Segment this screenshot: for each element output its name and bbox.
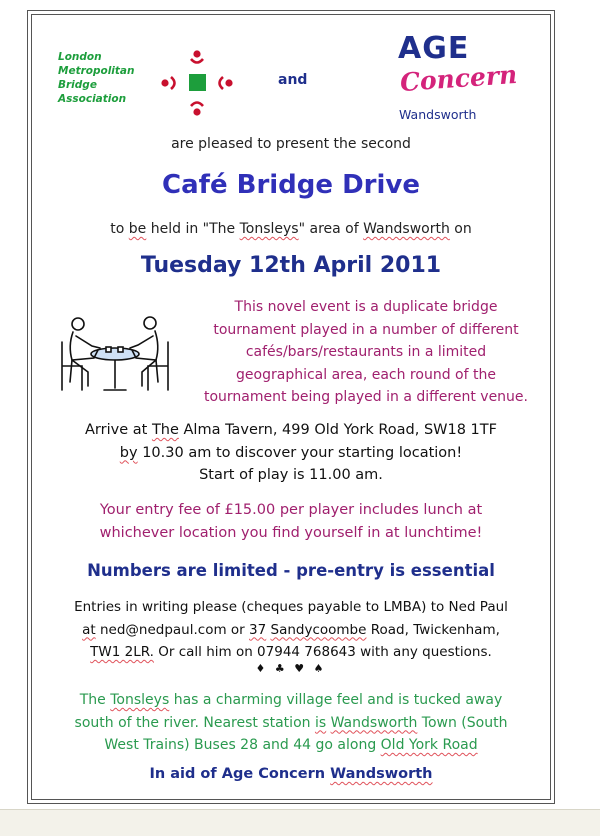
word: Town (South	[421, 714, 508, 731]
age-concern-logo-concern: Concern	[399, 59, 519, 98]
word: " area of	[298, 221, 359, 237]
description-line: cafés/bars/restaurants in a limited	[245, 344, 487, 360]
word: The	[151, 422, 179, 438]
word: south of the river. Nearest station	[74, 714, 311, 731]
fee-line: Your entry fee of £15.00 per player includes lunch at	[99, 502, 483, 518]
arrival-line: Start of play is 11.00 am.	[199, 467, 383, 483]
event-title: Café Bridge Drive	[162, 170, 420, 200]
word: Road, Twickenham,	[370, 621, 500, 638]
cafe-couple-illustration-icon	[54, 312, 176, 396]
entries-line	[31, 619, 551, 642]
card-suits-divider: ♦ ♣ ♥ ♠	[255, 662, 327, 675]
lmba-line: Metropolitan	[58, 65, 135, 77]
description-line: tournament played in a number of different	[213, 321, 519, 338]
entries-line: Entries in writing please (cheques payable to LMBA) to Ned Paul	[74, 599, 508, 615]
held-in-line	[31, 221, 551, 237]
description-line: tournament being played in a different venue.	[203, 389, 528, 405]
arrival-info	[31, 419, 551, 487]
word: by	[119, 444, 138, 461]
intro-text: are pleased to present the second	[171, 136, 411, 152]
entries-info	[31, 596, 551, 664]
limited-notice: Numbers are limited - pre-entry is essential	[87, 561, 495, 580]
word: Old York Road	[380, 737, 478, 753]
word: The	[79, 692, 106, 708]
word: at	[82, 621, 96, 638]
age-concern-logo-location: Wandsworth	[399, 107, 477, 122]
lmba-line: Bridge	[58, 79, 97, 91]
lmba-line: London	[58, 51, 102, 63]
word: Wandsworth	[330, 766, 433, 782]
description-line: geographical area, each round of the	[236, 366, 496, 383]
word: be	[128, 221, 147, 237]
entries-line	[31, 641, 551, 664]
word: Or call him on 07944 768643 with any questions.	[158, 644, 492, 660]
arrival-line	[31, 442, 551, 465]
word: is	[314, 714, 327, 731]
arrival-line	[31, 419, 551, 442]
word: Sandycoombe	[270, 621, 367, 638]
word: Wandsworth	[330, 714, 418, 731]
fee-line: whichever location you find yourself in at lunchtime!	[99, 524, 483, 541]
word: 10.30 am to discover your starting location!	[142, 444, 463, 461]
viewer-bottom-strip	[0, 809, 600, 836]
location-line	[31, 734, 551, 757]
email-text: ned@nedpaul.com	[99, 621, 227, 638]
location-line	[31, 712, 551, 735]
and-text: and	[278, 72, 308, 88]
word: held in "The	[150, 221, 236, 237]
lmba-line: Association	[58, 93, 127, 105]
word: on	[454, 221, 472, 237]
description-line: This novel event is a duplicate bridge	[234, 299, 498, 315]
lmba-logo-text	[58, 50, 148, 106]
in-aid-of	[31, 766, 551, 782]
word: 37	[249, 621, 267, 638]
word: Alma Tavern, 499 Old York Road, SW18 1TF	[183, 422, 497, 438]
word: has a charming village feel and is tucked away	[173, 692, 503, 708]
word: or	[230, 621, 245, 638]
age-concern-logo-age: AGE	[398, 31, 470, 66]
location-info	[31, 689, 551, 757]
word: Tonsleys	[110, 692, 170, 708]
entry-fee-info	[31, 499, 551, 544]
postcode: TW1 2LR.	[90, 644, 154, 660]
word: Wandsworth	[363, 221, 450, 237]
bridge-suits-logo-icon	[158, 46, 236, 120]
event-description	[186, 296, 546, 409]
word: In aid of Age Concern	[149, 766, 326, 782]
word: to	[110, 221, 125, 237]
location-line	[31, 689, 551, 712]
word: West Trains) Buses 28 and 44 go along	[104, 737, 377, 753]
event-date: Tuesday 12th April 2011	[140, 253, 442, 278]
word: Arrive at	[85, 422, 148, 438]
word: Tonsleys	[239, 221, 299, 237]
